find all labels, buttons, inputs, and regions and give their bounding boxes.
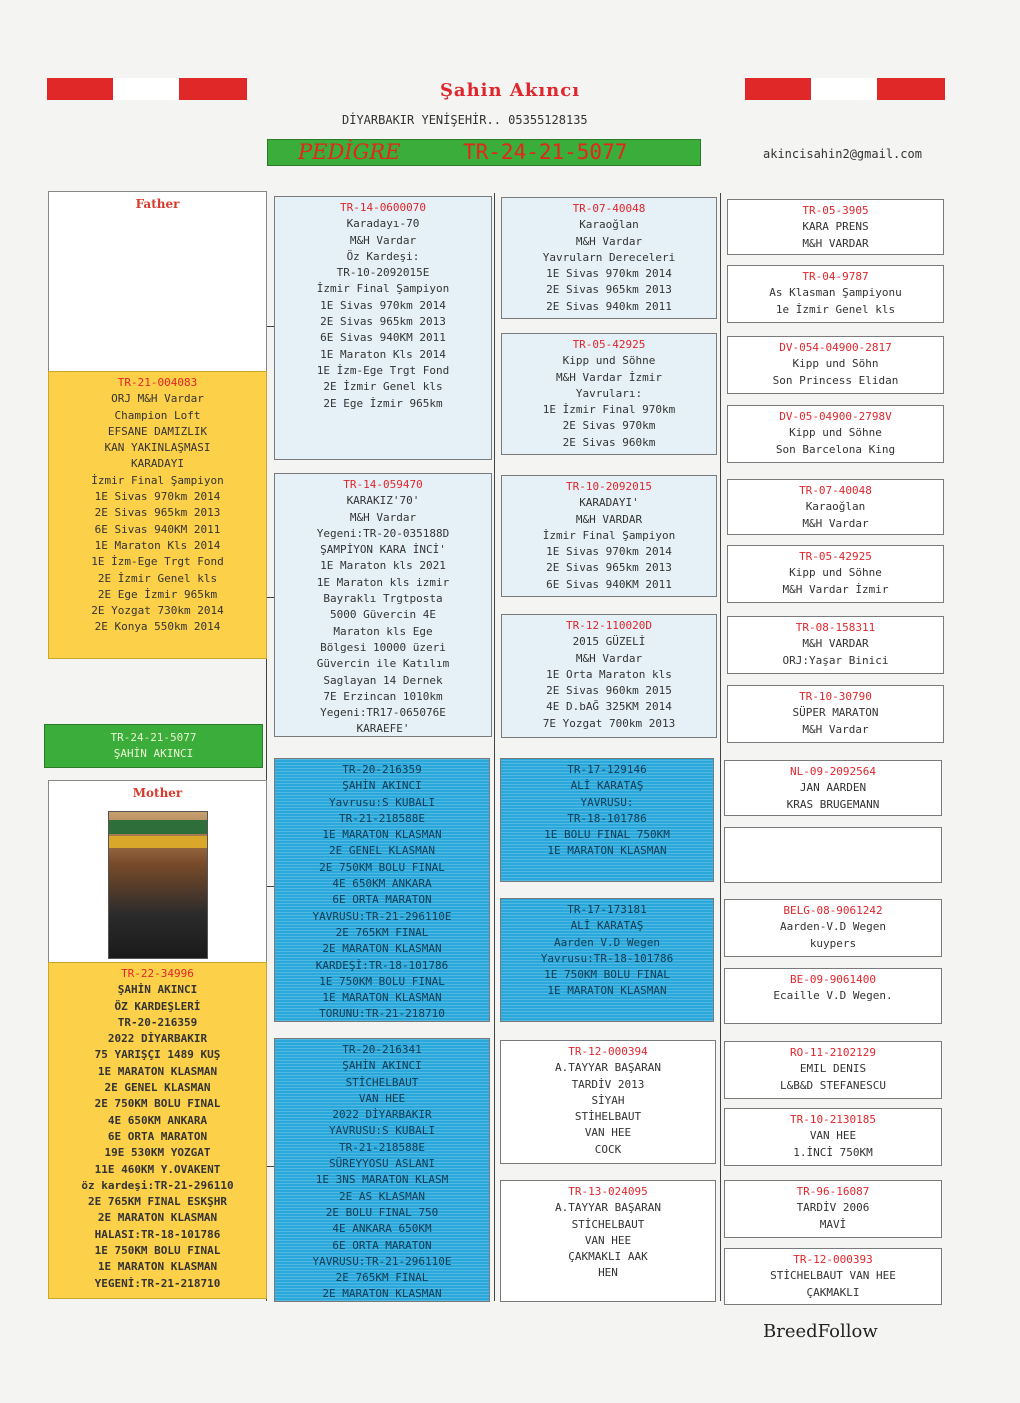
card-line: 1E MARATON KLASMAN [322, 828, 442, 842]
card-line: KAN YAKINLAŞMASI [104, 441, 211, 455]
ring-number: TR-10-2092015 [565, 480, 653, 493]
ring-number: TR-17-129146 [567, 763, 647, 776]
card-line: 2E Sivas 965km 2013 [546, 283, 672, 297]
card-line: JAN AARDEN [799, 781, 867, 795]
card-line: 6E ORTA MARATON [332, 1238, 432, 1252]
breedfollow-logo: BreedFollow [763, 1321, 878, 1342]
card-line: TARDİV 2013 [571, 1077, 645, 1091]
header-stripe-right [745, 78, 945, 100]
card-line: 2022 DİYARBAKIR [107, 1032, 208, 1046]
card-line: TR-18-101786 [567, 811, 647, 825]
card-line: COCK [594, 1142, 622, 1156]
card-line: ŞAHİN AKINCI [117, 983, 198, 997]
card-line: MAVİ [819, 1217, 847, 1231]
card-line: 2E BOLU FINAL 750 [325, 1205, 439, 1219]
card-line: 2E Sivas 965km 2013 [94, 506, 221, 520]
card-line: Yavruları: [575, 386, 643, 400]
owner-photo [108, 811, 208, 959]
pedigree-word: PEDİGRE [298, 140, 401, 164]
subject-card [44, 724, 263, 768]
card-line: 1E Maraton kls 2021 [320, 559, 446, 573]
card-line: L&B&D STEFANESCU [780, 1078, 886, 1092]
mother-label: Mother [132, 786, 183, 800]
card-line: Kipp und Söhn [792, 357, 879, 371]
card-line: 1E İzmir Final 970km [542, 403, 676, 417]
card-line: ÇAKMAKLI [806, 1285, 860, 1299]
card-line: ALİ KARATAŞ [570, 919, 644, 933]
card-line: Kipp und Söhne [789, 426, 882, 440]
ggp-card-4 [501, 614, 717, 738]
card-line: 1E BOLU FINAL 750KM [544, 828, 670, 842]
card-line: 2015 GÜZELİ [572, 635, 646, 649]
ring-number: TR-07-40048 [799, 484, 872, 497]
card-line: ORJ M&H Vardar [111, 392, 204, 406]
card-line: 2022 DİYARBAKIR [332, 1108, 432, 1122]
card-line: 2E MARATON KLASMAN [322, 1287, 442, 1301]
gggp-card-1 [727, 199, 944, 255]
card-line: YAVRUSU:TR-21-296110E [312, 909, 452, 923]
ring-number: RO-11-2102129 [789, 1046, 877, 1059]
card-line: STİCHELBAUT [571, 1217, 645, 1231]
ring-number: BELG-08-9061242 [783, 904, 883, 917]
card-line: M&H VARDAR [802, 637, 869, 651]
card-line: Bayraklı Trgtposta [323, 592, 443, 606]
ring-number: TR-20-216359 [342, 763, 422, 776]
card-line: 5000 Güvercin 4E [330, 608, 436, 622]
father-panel [48, 191, 267, 371]
ggp-card-7 [500, 1040, 716, 1164]
card-line: As Klasman Şampiyonu [769, 286, 902, 300]
card-line: 7E Erzincan 1010km [323, 689, 443, 703]
card-line: 2E AS KLASMAN [338, 1189, 426, 1203]
card-line: 1E MARATON KLASMAN [322, 991, 442, 1005]
gggp-card-15 [724, 1180, 942, 1238]
card-line: Aarden-V.D Wegen [780, 920, 886, 934]
card-line: Karaoğlan [579, 218, 639, 232]
card-line: Kipp und Söhne [789, 566, 882, 580]
card-line: İzmir Final Şampiyon [542, 528, 676, 542]
card-line: 1E Maraton kls izmir [316, 575, 450, 589]
ring-number: DV-05-04900-2798V [779, 410, 892, 423]
card-line: Bölgesi 10000 üzeri [320, 640, 446, 654]
card-line: 2E GENEL KLASMAN [104, 1081, 211, 1095]
ggp-card-8 [500, 1180, 716, 1302]
ring-number: TR-10-30790 [799, 690, 872, 703]
card-line: 1E 750KM BOLU FINAL [319, 974, 445, 988]
card-line: 2E 765KM FINAL ESKŞHR [87, 1195, 228, 1209]
card-line: İzmir Final Şampiyon [91, 473, 224, 487]
card-line: TR-20-216359 [117, 1015, 198, 1029]
gggp-card-7 [727, 616, 944, 674]
card-line: 2E Sivas 940km 2011 [546, 299, 672, 313]
card-line: TR-21-218588E [338, 811, 426, 825]
card-line: SÜPER MARATON [792, 706, 879, 720]
card-line: M&H Vardar [802, 722, 869, 736]
card-line: A.TAYYAR BAŞARAN [555, 1201, 661, 1215]
ring-number: TR-13-024095 [568, 1185, 648, 1198]
email: akincisahin2@gmail.com [763, 147, 922, 161]
card-line: VAN HEE [809, 1129, 857, 1143]
granddam-maternal-card [274, 1038, 490, 1302]
gggp-card-4 [727, 405, 944, 463]
card-line: Son Barcelona King [775, 442, 896, 456]
card-line: VAN HEE [358, 1091, 406, 1105]
card-line: 4E 650KM ANKARA [332, 877, 432, 891]
ring-number: TR-14-059470 [343, 478, 423, 491]
card-line: 1E Sivas 970km 2014 [94, 490, 221, 504]
card-line: KARA PRENS [802, 220, 869, 234]
ring-number: TR-12-110020D [565, 619, 653, 632]
ring-number: TR-12-000393 [793, 1253, 873, 1266]
card-line: 1E 3NS MARATON KLASM [315, 1173, 449, 1187]
card-line: M&H Vardar [575, 234, 643, 248]
card-line: 4E 650KM ANKARA [107, 1113, 208, 1127]
card-line: M&H VARDAR [575, 512, 643, 526]
card-line: M&H Vardar [575, 651, 643, 665]
card-line: 2E Sivas 970km [562, 419, 656, 433]
pigeon-id: TR-24-21-5077 [463, 140, 628, 164]
gggp-card-5 [727, 479, 944, 535]
gggp-card-8 [727, 685, 944, 743]
card-line: 2E Sivas 965km 2013 [546, 561, 672, 575]
gggp-card-12 [724, 968, 942, 1024]
card-line: KARAKIZ'70' [346, 494, 420, 508]
ggp-card-5 [500, 758, 714, 882]
card-line: Yavrularn Dereceleri [542, 250, 676, 264]
card-line: 1E 750KM BOLU FINAL [94, 1244, 221, 1258]
gggp-card-10 [724, 827, 942, 883]
card-line: Karaoğlan [805, 500, 866, 514]
card-line: 6E Sivas 940KM 2011 [546, 577, 672, 591]
ring-number: TR-05-42925 [799, 550, 872, 563]
card-line: M&H Vardar [349, 233, 417, 247]
ring-number: TR-04-9787 [802, 270, 869, 283]
card-line: Son Princess Elidan [772, 373, 899, 387]
card-line: Yavrusu:TR-18-101786 [540, 951, 674, 965]
card-line: STİCHELBAUT [345, 1075, 419, 1089]
card-line: A.TAYYAR BAŞARAN [555, 1061, 661, 1075]
card-line: VAN HEE [584, 1126, 632, 1140]
card-line: Kipp und Söhne [562, 354, 656, 368]
card-line: 2E 750KM BOLU FINAL [319, 860, 445, 874]
card-line: HEN [598, 1266, 618, 1280]
card-line: HALASI:TR-18-101786 [94, 1227, 221, 1241]
ring-number: TR-12-000394 [568, 1045, 648, 1058]
ggp-card-6 [500, 898, 714, 1022]
card-line: YAVRUSU:TR-21-296110E [312, 1254, 452, 1268]
card-line: M&H Vardar İzmir [556, 370, 662, 384]
ggp-card-1 [501, 197, 717, 319]
gggp-card-3 [727, 336, 944, 394]
card-line: ALİ KARATAŞ [570, 779, 644, 793]
card-line: Öz Kardeşi: [346, 249, 420, 263]
ggp-card-2 [501, 333, 717, 455]
card-line: VAN HEE [584, 1233, 632, 1247]
card-line: ÖZ KARDEŞLERİ [114, 999, 201, 1013]
card-line: 2E Sivas 960km 2015 [546, 684, 672, 698]
card-line: STİCHELBAUT VAN HEE [770, 1269, 896, 1283]
card-line: 2E MARATON KLASMAN [322, 942, 442, 956]
card-line: 75 YARIŞÇI 1489 KUŞ [94, 1048, 221, 1062]
card-line: Yegeni:TR17-065076E [320, 706, 446, 720]
card-line: TARDİV 2006 [796, 1201, 870, 1215]
ring-number: DV-054-04900-2817 [779, 341, 892, 354]
card-line: EMIL DENIS [799, 1062, 867, 1076]
card-line: Yavrusu:S KUBALI [329, 795, 435, 809]
owner-name: Şahin Akıncı [439, 80, 581, 101]
card-line: EFSANE DAMIZLIK [107, 424, 208, 438]
card-line: 2E 765KM FINAL [335, 1271, 429, 1285]
grandsire-maternal-card [274, 758, 490, 1022]
card-line: 1E Sivas 970km 2014 [320, 298, 446, 312]
card-line: ŞAHİN AKINCI [342, 779, 422, 793]
card-line: STİHELBAUT [574, 1110, 642, 1124]
ring-number: TR-20-216341 [342, 1043, 422, 1056]
card-line: 4E ANKARA 650KM [332, 1222, 432, 1236]
card-line: 2E Ege İzmir 965km [323, 396, 443, 410]
card-line: SİYAH [591, 1093, 625, 1107]
card-line: öz kardeşi:TR-21-296110 [81, 1178, 234, 1192]
card-line: kuypers [809, 936, 857, 950]
card-line: ORJ:Yaşar Binici [782, 653, 889, 667]
card-line: KARAEFE' [356, 722, 410, 736]
card-line: 2E Yozgat 730km 2014 [91, 604, 224, 618]
card-line: Maraton kls Ege [333, 624, 433, 638]
card-line: 1E MARATON KLASMAN [97, 1064, 218, 1078]
grandsire-paternal-card [274, 196, 492, 460]
gggp-card-6 [727, 545, 944, 603]
ring-number: TR-05-42925 [572, 338, 646, 351]
card-line: 2E MARATON KLASMAN [97, 1211, 218, 1225]
ring-number: TR-21-004083 [117, 376, 198, 389]
card-line: SÜREYYOSU ASLANI [329, 1157, 435, 1171]
card-line: 4E D.bAĞ 325KM 2014 [546, 700, 672, 714]
ring-number: TR-08-158311 [795, 621, 876, 634]
card-line: 2E Sivas 965km 2013 [320, 315, 446, 329]
card-line: 1E Sivas 970km 2014 [546, 545, 672, 559]
ring-number: TR-17-173181 [567, 903, 647, 916]
card-line: İzmir Final Şampiyon [316, 282, 450, 296]
card-line: 1E MARATON KLASMAN [97, 1260, 218, 1274]
card-line: KRAS BRUGEMANN [786, 797, 880, 811]
card-line: 1E Orta Maraton kls [546, 667, 672, 681]
card-line: 2E 750KM BOLU FINAL [94, 1097, 221, 1111]
card-line: 1E MARATON KLASMAN [547, 844, 667, 858]
gggp-card-11 [724, 899, 942, 957]
card-line: TORUNU:TR-21-218710 [319, 1007, 445, 1021]
card-line: 6E Sivas 940KM 2011 [94, 522, 221, 536]
ring-number: TR-07-40048 [572, 202, 646, 215]
card-line: 2E 765KM FINAL [335, 925, 429, 939]
ring-number: TR-96-16087 [796, 1185, 870, 1198]
card-line: 1E İzm-Ege Trgt Fond [91, 555, 224, 569]
card-line: M&H VARDAR [802, 236, 869, 250]
card-line: 7E Yozgat 700km 2013 [542, 716, 676, 730]
gggp-card-9 [724, 760, 942, 816]
card-line: M&H Vardar İzmir [782, 582, 889, 596]
card-line: M&H Vardar [802, 516, 869, 530]
ring-number: BE-09-9061400 [789, 973, 877, 986]
ring-number: TR-14-0600070 [339, 201, 427, 214]
father-card [48, 371, 267, 659]
card-line: 2E Ege İzmir 965km [97, 587, 218, 601]
card-line: 6E Sivas 940KM 2011 [320, 331, 446, 345]
granddam-paternal-card [274, 473, 492, 737]
pedigree-bar [267, 139, 701, 166]
card-line: TR-10-2092015E [336, 266, 430, 280]
card-line: Ecaille V.D Wegen. [773, 989, 893, 1003]
mother-panel [48, 780, 267, 962]
card-line: 1E MARATON KLASMAN [547, 984, 667, 998]
ring-number: TR-05-3905 [802, 204, 869, 217]
card-line: 6E ORTA MARATON [332, 893, 432, 907]
card-line: Aarden V.D Wegen [554, 935, 660, 949]
card-line: 1E Sivas 970km 2014 [546, 267, 672, 281]
card-line: Champion Loft [114, 408, 201, 422]
card-line: 2E GENEL KLASMAN [329, 844, 435, 858]
header-stripe-left [47, 78, 247, 100]
card-line: ŞAHİN AKINCI [113, 747, 194, 760]
card-line: 2E Konya 550km 2014 [94, 620, 221, 634]
card-line: 1.İNCİ 750KM [793, 1145, 873, 1159]
gggp-card-16 [724, 1248, 942, 1305]
card-line: TR-24-21-5077 [110, 731, 197, 744]
father-label: Father [135, 197, 180, 211]
card-line: YEGENİ:TR-21-218710 [94, 1276, 221, 1290]
card-line: YAVRUSU: [580, 795, 634, 809]
card-line: YAVRUSU:S KUBALI [329, 1124, 435, 1138]
card-line: ŞAMPİYON KARA İNCİ' [320, 543, 446, 557]
card-line: 1E İzm-Ege Trgt Fond [316, 363, 450, 377]
card-line: 2E Sivas 960km [562, 435, 656, 449]
gggp-card-14 [724, 1108, 942, 1166]
card-line: ÇAKMAKLI AAK [568, 1250, 648, 1264]
card-line: KARDEŞİ:TR-18-101786 [315, 958, 449, 972]
ring-number: NL-09-2092564 [789, 765, 877, 778]
card-line: 1e İzmir Genel kls [775, 302, 896, 316]
ring-number: TR-22-34996 [121, 967, 194, 980]
card-line: 2E İzmir Genel kls [97, 571, 218, 585]
card-line: 2E İzmir Genel kls [323, 380, 443, 394]
card-line: M&H Vardar [349, 510, 417, 524]
card-line: KARADAYI [131, 457, 184, 471]
card-line: 11E 460KM Y.OVAKENT [94, 1162, 221, 1176]
card-line: 1E Maraton Kls 2014 [94, 538, 221, 552]
gggp-card-2 [727, 265, 944, 323]
card-line: 1E Maraton Kls 2014 [320, 347, 446, 361]
card-line: 19E 530KM YOZGAT [104, 1146, 211, 1160]
card-line: KARADAYI' [579, 496, 639, 510]
ring-number: TR-10-2130185 [789, 1113, 877, 1126]
card-line: TR-21-218588E [338, 1140, 426, 1154]
card-line: Saglayan 14 Dernek [323, 673, 443, 687]
card-line: 1E 750KM BOLU FINAL [544, 968, 670, 982]
address-phone: DİYARBAKIR YENİŞEHİR.. 05355128135 [342, 113, 588, 127]
ggp-card-3 [501, 475, 717, 597]
card-line: ŞAHİN AKINCI [342, 1059, 422, 1073]
card-line: 6E ORTA MARATON [107, 1129, 208, 1143]
card-line: Karadayı-70 [346, 217, 420, 231]
mother-card [48, 962, 267, 1299]
card-line: Yegeni:TR-20-035188D [316, 526, 450, 540]
gggp-card-13 [724, 1041, 942, 1099]
card-line: Güvercin ile Katılım [316, 657, 450, 671]
